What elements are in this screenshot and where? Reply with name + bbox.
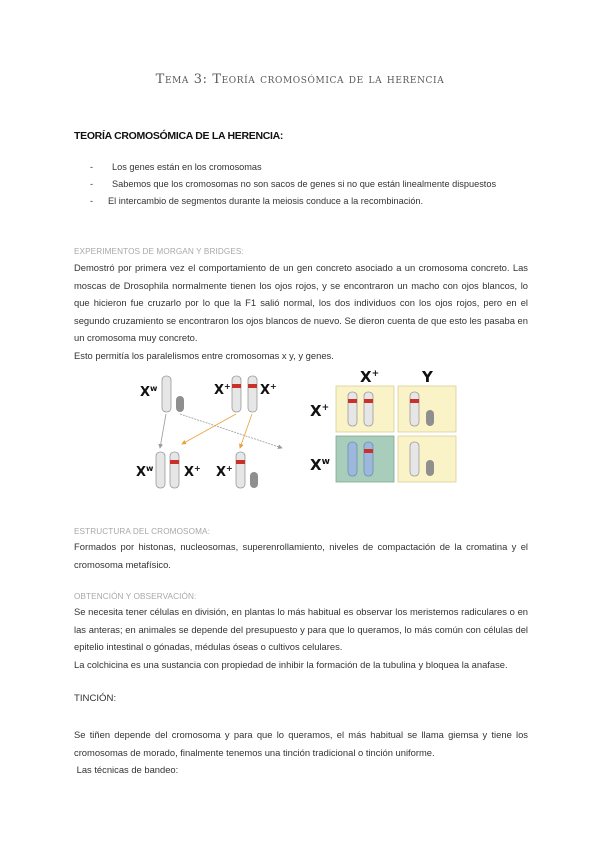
label-xplus: X+ — [310, 402, 330, 420]
label-xplus: X+ — [216, 464, 233, 480]
chromosome-x — [236, 452, 245, 488]
bullet-marker: - — [90, 196, 94, 206]
bullet-marker: - — [90, 179, 94, 189]
gene-band-red — [410, 399, 419, 403]
label-xw: $X^w$ — [136, 464, 154, 480]
morgan-text: Demostró por primera vez el comportamiento de un gen concreto asociado a un cromosoma concreto. Las moscas de Drosophila normalmente tienen los ojos rojos, y se encontraron un macho con ojos blancos, lo que hicieron fue cruzarlo por lo que la F1 salió normal, los dos individuos con los ojos rojos, pero en el segundo cruzamiento se encontraron los ojos blancos de nuevo. Se dieron cuenta de que esto les pasaba en un cromosoma muy concreto. — [74, 262, 528, 344]
page-title: Tema 3: Teoría cromosómica de la herencia — [155, 72, 445, 87]
chromosome-x — [348, 442, 357, 476]
punnett-square — [310, 362, 530, 502]
chromosome-x — [364, 392, 373, 426]
cross-arrow — [180, 414, 282, 448]
gene-band-red — [236, 460, 245, 464]
obtencion-paragraph — [74, 603, 528, 673]
label-xplus: X+ — [360, 368, 380, 386]
list-item — [90, 162, 496, 179]
label-xplus: X+ — [260, 382, 277, 398]
chromosome-x — [162, 376, 171, 412]
gene-band-red — [348, 399, 357, 403]
gene-band-red — [232, 384, 241, 388]
section-heading: TEORÍA CROMOSÓMICA DE LA HERENCIA: — [74, 130, 284, 142]
cross-arrow — [160, 414, 166, 448]
chromosome-y — [250, 472, 258, 488]
chromosome-x — [248, 376, 257, 412]
grid-cell — [398, 386, 456, 432]
estructura-text: Formados por histonas, nucleosomas, superenrollamiento, niveles de compactación de la cromatina y el cromosoma metafísico. — [74, 541, 528, 570]
tincion-label: TINCIÓN: — [74, 693, 117, 704]
list-item — [90, 196, 496, 213]
chromosome-x — [410, 392, 419, 426]
gene-band-red — [364, 399, 373, 403]
tincion-paragraph — [74, 726, 528, 779]
chromosome-y — [426, 460, 434, 476]
chromosome-x — [410, 442, 419, 476]
bullet-text: El intercambio de segmentos durante la meiosis conduce a la recombinación. — [108, 196, 424, 206]
chromosome-y — [176, 396, 184, 412]
label-y: Y — [422, 368, 433, 386]
chromosome-x — [170, 452, 179, 488]
label-xplus: X+ — [214, 382, 231, 398]
obtencion-label: OBTENCIÓN Y OBSERVACIÓN: — [74, 592, 197, 601]
morgan-paragraph — [74, 259, 528, 365]
estructura-label: ESTRUCTURA DEL CROMOSOMA: — [74, 527, 210, 536]
obtencion-text: Se necesita tener células en división, en plantas lo más habitual es observar los meristemos radiculares o en las anteras; en animales se depende del presupuesto y para que lo queramos, lo más común con células del epitelio intestinal o gónadas, médulas óseas o cultivos celulares. — [74, 606, 528, 653]
bullet-marker: - — [90, 162, 94, 172]
gene-band-red — [364, 449, 373, 453]
label-xw: $X^w$ — [310, 456, 330, 474]
cross-arrow — [182, 414, 236, 444]
chromosome-x — [348, 392, 357, 426]
gene-band-red — [170, 460, 179, 464]
chromosome-x — [156, 452, 165, 488]
chromosome-x — [232, 376, 241, 412]
morgan-text-2: Esto permitía los paralelismos entre cromosomas x y, y genes. — [74, 349, 334, 361]
bullet-list — [90, 162, 496, 213]
bullet-text: Los genes están en los cromosomas — [112, 162, 262, 172]
cross-diagram — [130, 372, 330, 502]
list-item — [90, 179, 496, 196]
obtencion-text-2: La colchicina es una sustancia con propiedad de inhibir la formación de la tubulina y bloquea la anafase. — [74, 658, 508, 670]
bullet-text: Sabemos que los cromosomas no son sacos de genes si no que están linealmente dispuestos — [112, 179, 497, 189]
label-xw: $X^w$ — [140, 384, 158, 400]
chromosome-x — [364, 442, 373, 476]
tincion-text-2: Las técnicas de bandeo: — [74, 764, 179, 776]
cross-arrow — [240, 414, 252, 448]
label-xplus: X+ — [184, 464, 201, 480]
gene-band-red — [248, 384, 257, 388]
estructura-paragraph — [74, 538, 528, 573]
tincion-text: Se tiñen depende del cromosoma y para que lo queramos, el más habitual se llama giemsa y tiene los cromosomas de morado, finalmente tenemos una tinción tradicional o tinción uniforme. — [74, 729, 528, 758]
grid-cell — [398, 436, 456, 482]
chromosome-y — [426, 410, 434, 426]
morgan-label: EXPERIMENTOS DE MORGAN Y BRIDGES: — [74, 247, 244, 256]
